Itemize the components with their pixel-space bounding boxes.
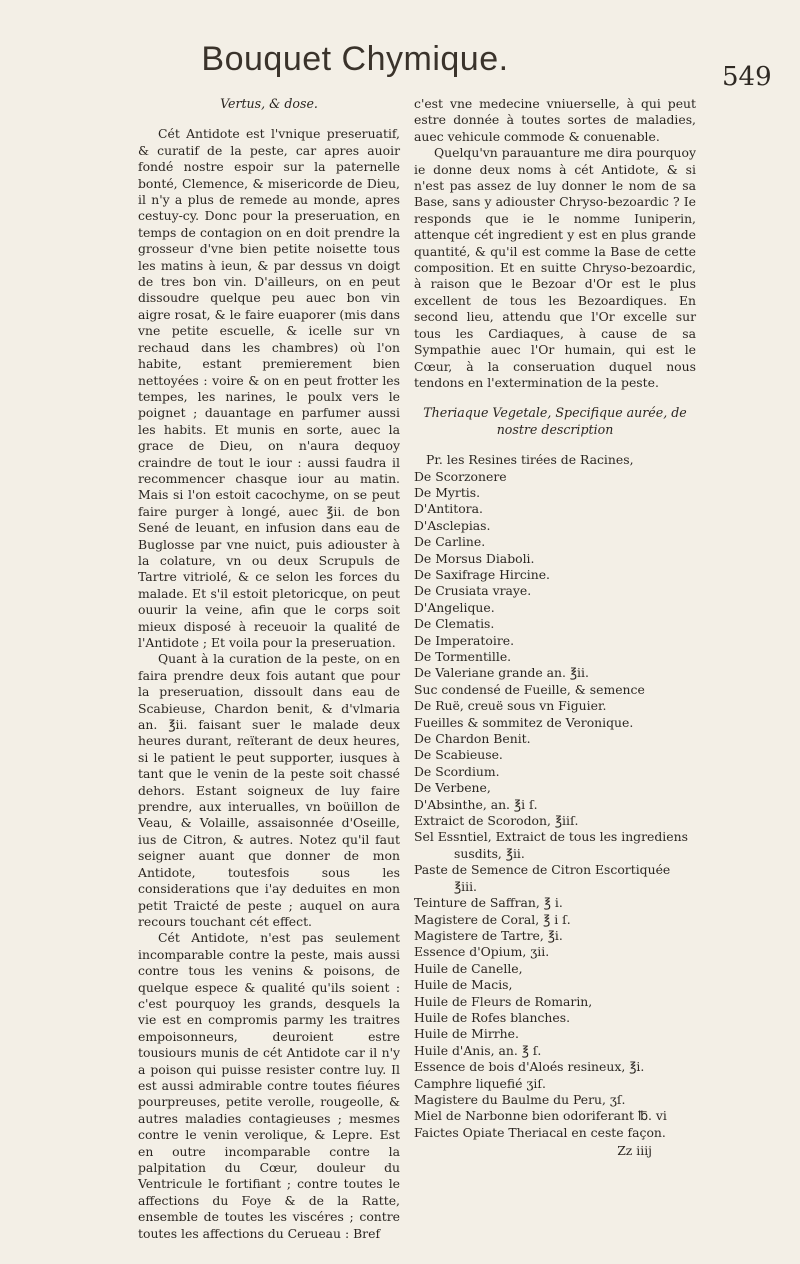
list-item: De Valeriane grande an. ℥ii.	[414, 665, 589, 681]
list-item: D'Asclepias.	[414, 517, 491, 533]
list-item: Essence d'Opium, ʒii.	[414, 944, 550, 960]
list-item: De Scorzonere	[414, 468, 507, 484]
list-item: Camphre liquefié ʒiſ.	[414, 1075, 546, 1091]
paragraph-naming: Quelqu'vn parauanture me dira pourquoy ie donne deux noms à cét Antidote, & si n'est pas assez de luy donner le nom de sa Base, sans y adiouster Chryso-bezoardic ? Ie responds que ie le nomme Iuniperin, attenque cét ingredient y est en plus grande quantité, & qu'il est comme la Base de cette composition. Et en suitte Chryso-bezoardic, à raison que le Bezoar d'Or est le plus excellent de tous les Bezoardiques. En second lieu, attendu que l'Or excelle sur tous les Cardiaques, à cause de sa Sympathie auec l'Or humain, qui est le Cœur, à la conseruation duquel nous tendons en l'extermination de la peste.	[414, 145, 696, 390]
list-item: Paste de Semence de Citron Escortiquée	[414, 862, 671, 878]
list-item: D'Angelique.	[414, 599, 495, 615]
paragraph-curation: Quant à la curation de la peste, on en faira prendre deux fois autant que pour la preseruation, dissoult dans eau de Scabieuse, Chardon benit, & d'vlmaria an. ℥ii. faisant suer le malade deux heures durant, reïterant de deux heures, si le patient le peut supporter, iusques à tant que le venin de la peste soit chassé dehors. Estant soigneux de luy faire prendre, aux interualles, vn boüillon de Veau, & Volaille, assaisonnée d'Oseille, ius de Citron, & autres. Notez qu'il faut seigner auant que donner de mon Antidote, toutesfois sous les considerations que i'ay deduites en mon petit Traicté de peste ; auquel on aura recours touchant cét effect.	[138, 651, 400, 929]
list-item: Suc condensé de Fueille, & semence	[414, 681, 645, 697]
paragraph-universal-medicine: c'est vne medecine vniuerselle, à qui peut estre donnée à toutes sortes de maladies, auec vehicule commode & conuenable.	[414, 96, 696, 144]
list-item: Magistere du Baulme du Peru, ʒſ.	[414, 1091, 626, 1107]
list-item: De Chardon Benit.	[414, 731, 531, 747]
list-item: Fueilles & sommitez de Veronique.	[414, 714, 634, 730]
list-item: Huile de Canelle,	[414, 960, 523, 976]
list-item: De Imperatoire.	[414, 632, 515, 648]
list-item: De Scabieuse.	[414, 747, 503, 763]
page-number: 549	[722, 62, 772, 92]
list-item: Pr. les Resines tirées de Racines,	[426, 452, 634, 468]
list-item: Huile d'Anis, an. ℥ ſ.	[414, 1042, 542, 1058]
list-item: De Ruë, creuë sous vn Figuier.	[414, 698, 607, 714]
list-item: De Crusiata vraye.	[414, 583, 532, 599]
list-item: Sel Essntiel, Extraict de tous les ingrediens	[414, 829, 688, 845]
list-item: Teinture de Saffran, ℥ i.	[414, 895, 563, 911]
section-title-theriaque: Theriaque Vegetale, Specifique aurée, de nostre description	[423, 405, 687, 437]
list-item: De Morsus Diaboli.	[414, 550, 535, 566]
list-item: D'Antitora.	[414, 501, 483, 517]
list-item: De Saxifrage Hircine.	[414, 566, 550, 582]
list-item: De Clematis.	[414, 616, 495, 632]
list-item: Essence de bois d'Aloés resineux, ℥i.	[414, 1059, 645, 1075]
list-item: Huile de Mirrhe.	[414, 1026, 519, 1042]
list-item: Huile de Macis,	[414, 977, 513, 993]
list-item: Extraict de Scorodon, ℥iiſ.	[414, 813, 579, 829]
ingredient-list	[414, 452, 696, 1141]
list-item: De Scordium.	[414, 763, 500, 779]
paragraph-virtues: Cét Antidote, n'est pas seulement incomparable contre la peste, mais aussi contre tous les venins & poisons, de quelque espece & qualité qu'ils soient : c'est pourquoy les grands, desquels la vie est en compromis parmy les traitres empoisonneurs, deuroient estre tousiours munis de cét Antidote car il n'y a poison qui puisse resister contre luy. Il est aussi admirable contre toutes fiéures pourpreuses, petite verolle, rougeolle, & autres maladies contagieuses ; mesmes contre le venin verolique, & Lepre. Est en outre incomparable contre la palpitation du Cœur, douleur du Ventricule le fortifiant ; contre toutes le affections du Foye & de la Ratte, ensemble de toutes les viscéres ; contre toutes les affections du Cerueau : Bref	[138, 930, 400, 1241]
list-item: Magistere de Tartre, ℥i.	[414, 927, 563, 943]
list-item: susdits, ℥ii.	[454, 845, 525, 861]
list-item: D'Absinthe, an. ℥i ſ.	[414, 796, 538, 812]
list-item: Huile de Fleurs de Romarin,	[414, 993, 593, 1009]
list-item: Miel de Narbonne bien odoriferant ℔. vi	[414, 1108, 667, 1124]
list-item: De Verbene,	[414, 780, 491, 796]
list-item: Magistere de Coral, ℥ i ſ.	[414, 911, 571, 927]
list-item: De Carline.	[414, 534, 486, 550]
list-item: De Myrtis.	[414, 484, 481, 500]
list-item: ℥iii.	[454, 878, 477, 894]
list-item: De Tormentille.	[414, 649, 512, 664]
running-title: Bouquet Chymique.	[201, 40, 509, 78]
section-title-vertus: Vertus, & dose.	[220, 96, 318, 111]
right-column	[414, 96, 696, 1160]
left-column	[138, 96, 400, 1242]
paragraph-preservation: Cét Antidote est l'vnique preseruatif, & curatif de la peste, car apres auoir fondé nostre espoir sur la paternelle bonté, Clemence, & misericorde de Dieu, il n'y a plus de remede au monde, apres cestuy-cy. Donc pour la preseruation, en temps de contagion on en doit prendre la grosseur d'vne bien petite noisette tous les matins à ieun, & par dessus vn doigt de tres bon vin. D'ailleurs, on en peut dissoudre quelque peu auec bon vin aigre rosat, & le faire euaporer (mis dans vne petite escuelle, & icelle sur vn rechaud dans les chambres) où l'on habite, estant premierement bien nettoyées : voire & on en peut frotter les tempes, les narines, le poulx vers le poignet ; dauantage en parfumer aussi les habits. Et munis en sorte, auec la grace de Dieu, on n'aura dequoy craindre de tout le iour : aussi faudra il recommencer chasque iour au matin. Mais si l'on estoit cacochyme, on se peut faire purger à longé, auec ℥ii. de bon Sené de leuant, en infusion dans eau de Buglosse par vne nuict, puis adiouster à la colature, vn ou deux Scrupuls de Tartre vitriolé, & ce selon les forces du malade. Et s'il estoit pletoricque, on peut ouurir la veine, afin que le corps soit mieux disposé à receuoir la qualité de l'Antidote ; Et voila pour la preseruation.	[138, 126, 400, 650]
list-item: Faictes Opiate Theriacal en ceste façon.	[414, 1124, 666, 1140]
signature-mark: Zz iiij	[617, 1143, 652, 1159]
list-item: Huile de Rofes blanches.	[414, 1009, 571, 1025]
